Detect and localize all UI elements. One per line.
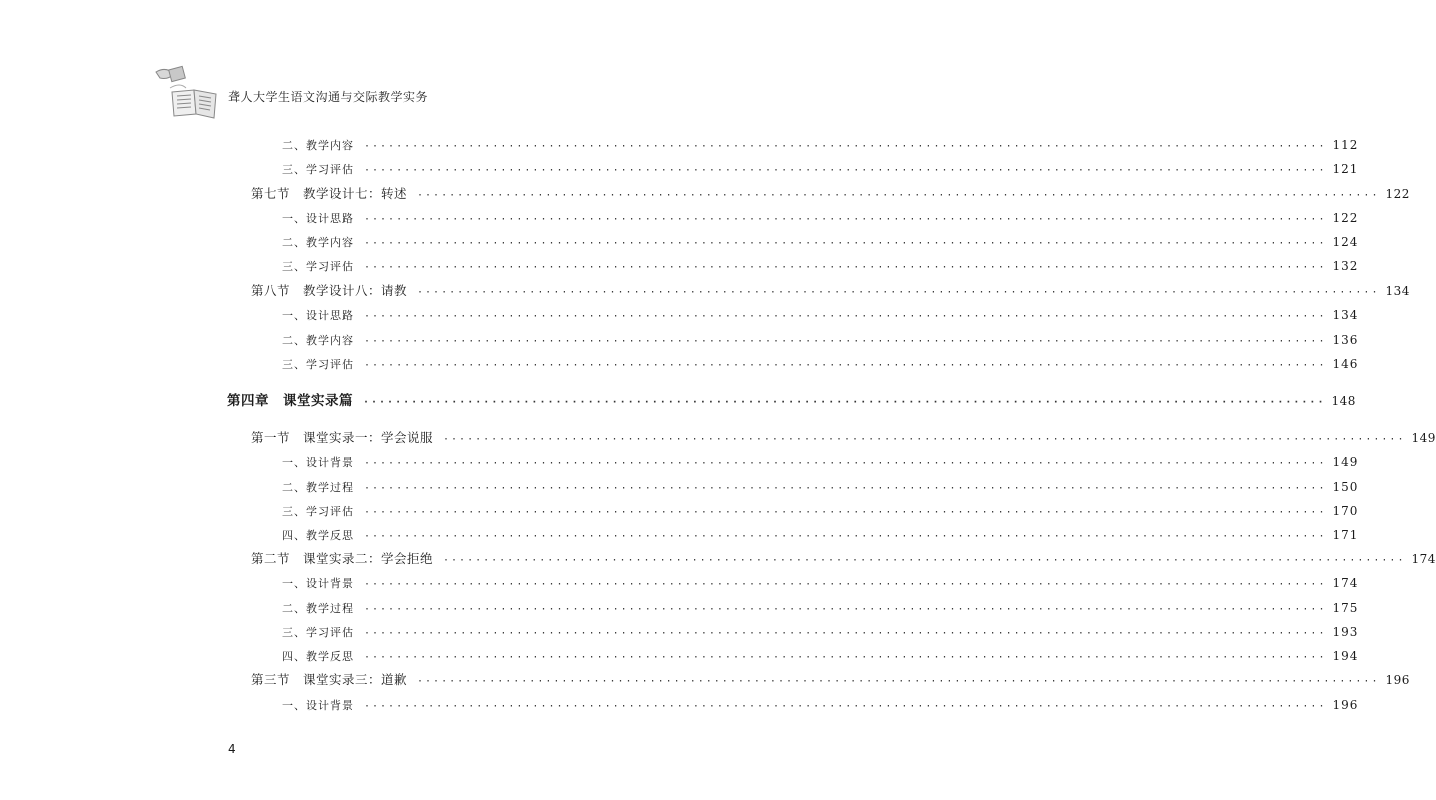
toc-entry-page: 122	[1385, 187, 1410, 201]
toc-entry-page: 112	[1332, 138, 1359, 152]
toc-entry-label: 第八节 教学设计八：请教	[251, 283, 408, 298]
toc-entry-section[interactable]	[251, 549, 1436, 569]
toc-entry-label: 四、教学反思	[282, 529, 354, 542]
toc-entry-label: 三、学习评估	[282, 626, 354, 639]
toc-entry-section[interactable]	[251, 428, 1436, 448]
toc-leader-dots: ························································································································	[364, 507, 1327, 518]
toc-entry-item[interactable]	[282, 305, 1359, 325]
toc-entry-label: 第四章 课堂实录篇	[227, 393, 353, 409]
toc-leader-dots: ························································································································	[364, 262, 1327, 273]
book-icon	[150, 62, 220, 124]
toc-entry-page: 124	[1332, 235, 1359, 249]
toc-leader-dots: ························································································································	[364, 628, 1327, 639]
toc-entry-page: 149	[1411, 431, 1436, 445]
toc-entry-page: 122	[1332, 211, 1359, 225]
toc-leader-dots: ························································································································	[364, 141, 1327, 152]
toc-entry-label: 三、学习评估	[282, 505, 354, 518]
toc-entry-page: 121	[1332, 162, 1359, 176]
toc-entry-label: 一、设计背景	[282, 456, 354, 469]
toc-entry-page: 149	[1332, 455, 1359, 469]
toc-entry-item[interactable]	[282, 525, 1359, 545]
toc-entry-chapter[interactable]	[227, 391, 1356, 411]
toc-entry-label: 二、教学内容	[282, 139, 354, 152]
toc-leader-dots: ························································································································	[364, 483, 1327, 494]
toc-entry-label: 一、设计背景	[282, 699, 354, 712]
toc-entry-page: 174	[1411, 552, 1436, 566]
toc-entry-page: 134	[1332, 308, 1359, 322]
toc-entry-label: 一、设计思路	[282, 309, 354, 322]
toc-entry-page: 193	[1332, 625, 1359, 639]
toc-leader-dots: ························································································································	[363, 397, 1326, 408]
toc-leader-dots: ························································································································	[364, 238, 1327, 249]
toc-entry-label: 二、教学过程	[282, 481, 354, 494]
toc-entry-page: 170	[1332, 504, 1359, 518]
toc-entry-item[interactable]	[282, 573, 1359, 593]
toc-entry-label: 第三节 课堂实录三：道歉	[251, 672, 408, 687]
toc-entry-page: 175	[1332, 601, 1359, 615]
toc-entry-label: 第七节 教学设计七：转述	[251, 186, 408, 201]
toc-entry-page: 146	[1332, 357, 1359, 371]
toc-entry-section[interactable]	[251, 281, 1410, 301]
page-number: 4	[228, 742, 236, 756]
toc-leader-dots: ························································································································	[364, 652, 1327, 663]
toc-leader-dots: ························································································································	[364, 531, 1327, 542]
toc-leader-dots: ························································································································	[364, 311, 1327, 322]
toc-entry-label: 三、学习评估	[282, 163, 354, 176]
toc-entry-item[interactable]	[282, 695, 1359, 715]
toc-leader-dots: ························································································································	[364, 579, 1327, 590]
toc-entry-label: 第二节 课堂实录二：学会拒绝	[251, 551, 434, 566]
toc-entry-section[interactable]	[251, 670, 1410, 690]
toc-entry-item[interactable]	[282, 354, 1359, 374]
toc-entry-item[interactable]	[282, 135, 1359, 155]
toc-entry-item[interactable]	[282, 477, 1359, 497]
toc-leader-dots: ························································································································	[364, 165, 1327, 176]
toc-leader-dots: ························································································································	[417, 287, 1380, 298]
toc-entry-item[interactable]	[282, 452, 1359, 472]
toc-entry-item[interactable]	[282, 232, 1359, 252]
toc-entry-page: 134	[1385, 284, 1410, 298]
toc-entry-label: 二、教学内容	[282, 334, 354, 347]
toc-entry-label: 二、教学内容	[282, 236, 354, 249]
toc-leader-dots: ························································································································	[364, 604, 1327, 615]
running-header-title: 聋人大学生语文沟通与交际教学实务	[228, 90, 429, 104]
toc-leader-dots: ························································································································	[364, 701, 1327, 712]
toc-entry-label: 四、教学反思	[282, 650, 354, 663]
toc-entry-label: 第一节 课堂实录一：学会说服	[251, 430, 434, 445]
toc-leader-dots: ························································································································	[364, 458, 1327, 469]
toc-entry-label: 三、学习评估	[282, 358, 354, 371]
toc-entry-label: 一、设计背景	[282, 577, 354, 590]
toc-leader-dots: ························································································································	[417, 676, 1380, 687]
toc-entry-label: 三、学习评估	[282, 260, 354, 273]
toc-entry-item[interactable]	[282, 598, 1359, 618]
toc-entry-page: 194	[1332, 649, 1359, 663]
toc-entry-page: 150	[1332, 480, 1359, 494]
toc-entry-page: 171	[1332, 528, 1359, 542]
toc-leader-dots: ························································································································	[417, 190, 1380, 201]
toc-entry-item[interactable]	[282, 256, 1359, 276]
toc-entry-section[interactable]	[251, 184, 1410, 204]
toc-leader-dots: ························································································································	[443, 434, 1406, 445]
toc-entry-item[interactable]	[282, 159, 1359, 179]
toc-entry-page: 136	[1332, 333, 1359, 347]
toc-entry-item[interactable]	[282, 622, 1359, 642]
toc-leader-dots: ························································································································	[364, 360, 1327, 371]
toc-entry-item[interactable]	[282, 208, 1359, 228]
toc-entry-item[interactable]	[282, 501, 1359, 521]
toc-entry-item[interactable]	[282, 330, 1359, 350]
toc-entry-label: 二、教学过程	[282, 602, 354, 615]
toc-entry-label: 一、设计思路	[282, 212, 354, 225]
toc-entry-page: 132	[1332, 259, 1359, 273]
toc-entry-page: 196	[1385, 673, 1410, 687]
toc-entry-page: 174	[1332, 576, 1359, 590]
toc-entry-page: 196	[1332, 698, 1359, 712]
toc-leader-dots: ························································································································	[364, 336, 1327, 347]
toc-leader-dots: ························································································································	[364, 214, 1327, 225]
toc-leader-dots: ························································································································	[443, 555, 1406, 566]
toc-entry-page: 148	[1331, 394, 1356, 408]
toc-entry-item[interactable]	[282, 646, 1359, 666]
